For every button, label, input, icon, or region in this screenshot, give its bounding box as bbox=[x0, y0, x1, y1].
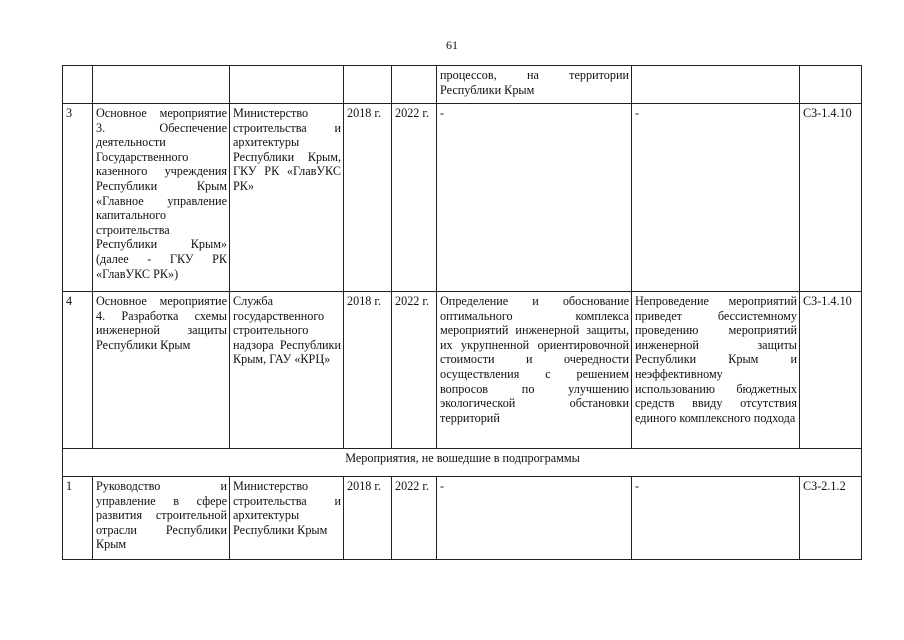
cell-consequence: - bbox=[632, 104, 800, 292]
section-header: Мероприятия, не вошедшие в подпрограммы bbox=[63, 449, 862, 477]
cell-link: СЗ-1.4.10 bbox=[800, 292, 862, 449]
cell-num: 3 bbox=[63, 104, 93, 292]
table-row bbox=[63, 292, 862, 449]
cell-name: Основное мероприятие 3. Обеспечение деятельности Государственного казенного учреждения Республики Крым «Главное управление капитального строительства Республики Крым» (далее - ГКУ РК «ГлавУКС РК») bbox=[93, 104, 230, 292]
cell-link: СЗ-1.4.10 bbox=[800, 104, 862, 292]
cell-num bbox=[63, 66, 93, 104]
cell-executor: Министерство строительства и архитектуры Республики Крым, ГКУ РК «ГлавУКС РК» bbox=[230, 104, 344, 292]
table-row bbox=[63, 104, 862, 292]
cell-start bbox=[344, 66, 392, 104]
cell-consequence: Непроведение мероприятий приведет бессистемному проведению мероприятий инженерной защиты Республики Крым и неэффективному использованию бюджетных средств ввиду отсутствия единого комплексного подхода bbox=[632, 292, 800, 449]
cell-consequence bbox=[632, 66, 800, 104]
cell-name: Руководство и управление в сфере развития строительной отрасли Республики Крым bbox=[93, 477, 230, 560]
section-header-row bbox=[63, 449, 862, 477]
cell-result: - bbox=[437, 477, 632, 560]
cell-end: 2022 г. bbox=[392, 292, 437, 449]
cell-executor bbox=[230, 66, 344, 104]
cell-start: 2018 г. bbox=[344, 104, 392, 292]
cell-link: СЗ-2.1.2 bbox=[800, 477, 862, 560]
cell-consequence: - bbox=[632, 477, 800, 560]
cell-name: Основное мероприятие 4. Разработка схемы инженерной защиты Республики Крым bbox=[93, 292, 230, 449]
cell-result: Определение и обоснование оптимального комплекса мероприятий инженерной защиты, их укрупненной ориентировочной стоимости и очередности осуществления с решением вопросов по улучшению экологической обстановки территорий bbox=[437, 292, 632, 449]
cell-start: 2018 г. bbox=[344, 477, 392, 560]
cell-start: 2018 г. bbox=[344, 292, 392, 449]
cell-result: процессов, на территории Республики Крым bbox=[437, 66, 632, 104]
cell-end: 2022 г. bbox=[392, 477, 437, 560]
table-row bbox=[63, 477, 862, 560]
cell-name bbox=[93, 66, 230, 104]
cell-result: - bbox=[437, 104, 632, 292]
cell-num: 1 bbox=[63, 477, 93, 560]
cell-executor: Служба государственного строительного надзора Республики Крым, ГАУ «КРЦ» bbox=[230, 292, 344, 449]
page-number: 61 bbox=[446, 38, 458, 52]
cell-num: 4 bbox=[63, 292, 93, 449]
cell-executor: Министерство строительства и архитектуры Республики Крым bbox=[230, 477, 344, 560]
table-row-continuation bbox=[63, 66, 862, 104]
cell-end: 2022 г. bbox=[392, 104, 437, 292]
cell-link bbox=[800, 66, 862, 104]
measures-table bbox=[62, 65, 862, 560]
cell-end bbox=[392, 66, 437, 104]
